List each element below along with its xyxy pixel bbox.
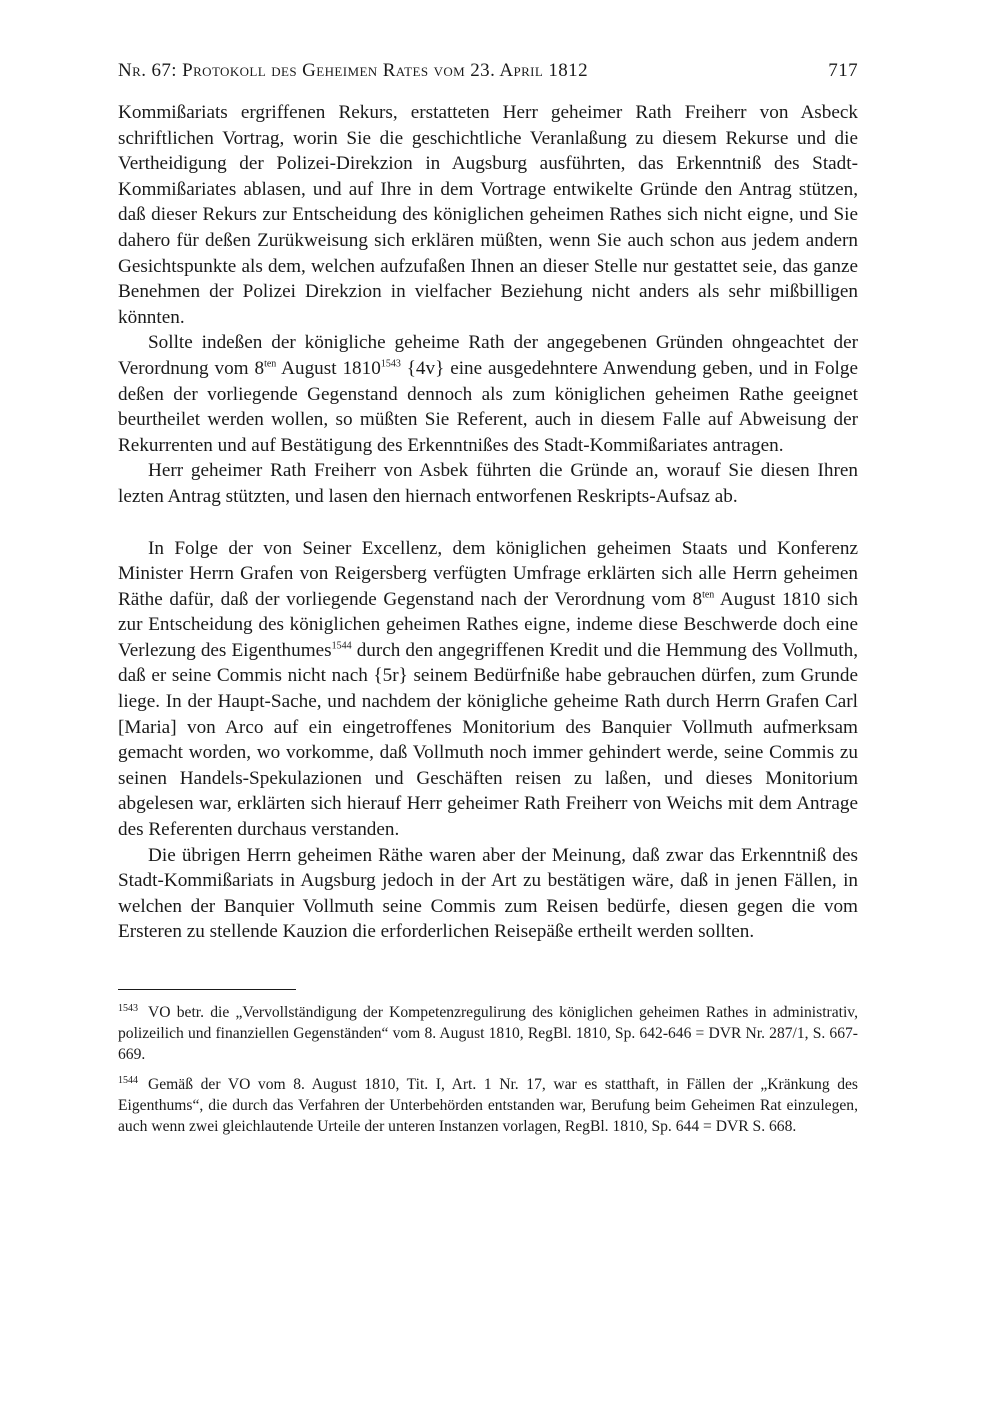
footnote-1544 — [118, 1074, 858, 1137]
footnote-divider — [118, 989, 296, 990]
footnotes — [118, 1002, 858, 1137]
ordinal-superscript: ten — [264, 358, 277, 370]
footnote-text: VO betr. die „Vervollständigung der Kompetenzregulirung des königlichen geheimen Rathes in administrativ, polizeilich und finanziellen Gegenständen“ vom 8. August 1810, RegBl. 1810, Sp. 642-646 = DVR Nr. 287/1, S. 667-669. — [118, 1004, 858, 1063]
footnote-number: 1544 — [118, 1074, 138, 1086]
paragraph-2: Sollte indeßen der königliche geheime Rath der angegebenen Gründen ohngeachtet der Verordnung vom $8^{ten}$ August $1810^{1543}$ {4v} eine ausgedehntere Anwendung geben, und in Folge deßen der vorliegende Gegenstand dennoch als zum königlichen geheimen Rathe geeignet beurtheilet werden wollen, so müßten Sie Referent, auch in diesem Falle auf Abweisung der Rekurrenten und auf Bestätigung des Erkenntnißes des Stadt-Kommißariates antragen. — [118, 332, 858, 456]
footnote-ref-1543[interactable]: 1543 — [380, 358, 401, 370]
paragraph-4: In Folge der von Seiner Excellenz, dem königlichen geheimen Staats und Konferenz Minister Herrn Grafen von Reigersberg verfügten Umfrage erklärten sich alle Herrn geheimen Räthe dafür, daß der vorliegende Gegenstand nach der Verordnung vom $8^{ten}$ August 1810 sich zur Entscheidung des königlichen geheimen Rathes eigne, indeme diese Beschwerde doch eine Verlezung des Eigenthumes$^{1544}$ durch den angegriffenen Kredit und die Hemmung des Vollmuth, daß er seine Commis nicht nach {5r} seinem Bedürfniße habe gebrauchen dürfen, zum Grunde liege. In der Haupt-Sache, und nachdem der königliche geheime Rath durch Herrn Grafen Carl [Maria] von Arco auf ein eingetroffenes Monitorium des Banquier Vollmuth aufmerksam gemacht worden, wo vorkomme, daß Vollmuth noch immer gehindert werde, seine Commis zu seinen Handels-Spekulazionen und Geschäften reisen zu laßen, und dieses Monitorium abgelesen war, erklärten sich hierauf Herr geheimer Rath Freiherr von Weichs mit dem Antrage des Referenten durchaus verstanden. — [118, 537, 858, 841]
document-page — [118, 60, 858, 1146]
page-number: 717 — [828, 60, 858, 81]
footnote-number: 1543 — [118, 1002, 138, 1014]
paragraph-1: Kommißariats ergriffenen Rekurs, erstatteten Herr geheimer Rath Freiherr von Asbeck schriftlichen Vortrag, worin Sie die geschichtliche Veranlaßung zu diesem Rekurse und die Vertheidigung der Polizei-Direkzion in Augsburg ausführten, das Erkenntniß des Stadt-Kommißariates ablasen, und auf Ihre in dem Vortrage entwikelte Gründe den Antrag stützen, daß dieser Rekurs zur Entscheidung des königlichen geheimen Rathes sich nicht eigne, und Sie dahero für deßen Zurükweisung sich erklären müßten, wenn Sie auch schon aus jedem andern Gesichtspunkte als dem, welchen aufzufaßen Ihnen an dieser Stelle nur gestattet seie, das ganze Benehmen der Polizei Direkzion in vielfacher Beziehung nicht anders als sehr mißbilligen könnten. — [118, 102, 858, 328]
running-title: Nr. 67: Protokoll des Geheimen Rates vom 23. April 1812 — [118, 60, 588, 81]
running-header — [118, 60, 858, 100]
ordinal-superscript: ten — [702, 589, 715, 601]
body-text — [118, 100, 858, 945]
footnote-ref-1544[interactable]: 1544 — [331, 640, 352, 652]
paragraph-3: Herr geheimer Rath Freiherr von Asbek führten die Gründe an, worauf Sie diesen Ihren lezten Antrag stützten, und lasen den hiernach entworfenen Reskripts-Aufsaz ab. — [118, 460, 858, 507]
footnote-text: Gemäß der VO vom 8. August 1810, Tit. I, Art. 1 Nr. 17, war es statthaft, in Fällen der „Kränkung des Eigenthums“, die durch das Verfahren der Unterbehörden entstanden war, Berufung beim Geheimen Rat einzulegen, auch wenn zwei gleichlautende Urteile der unteren Instanzen vorlagen, RegBl. 1810, Sp. 644 = DVR S. 668. — [118, 1076, 858, 1135]
paragraph-5: Die übrigen Herrn geheimen Räthe waren aber der Meinung, daß zwar das Erkenntniß des Stadt-Kommißariats in Augsburg jedoch in der Art zu bestätigen wäre, daß in jenen Fällen, in welchen der Banquier Vollmuth seine Commis zum Reisen bedürfe, diesen gegen die vom Ersteren zu stellende Kauzion die erforderlichen Reisepäße ertheilt werden sollten. — [118, 844, 858, 943]
footnote-1543 — [118, 1002, 858, 1065]
